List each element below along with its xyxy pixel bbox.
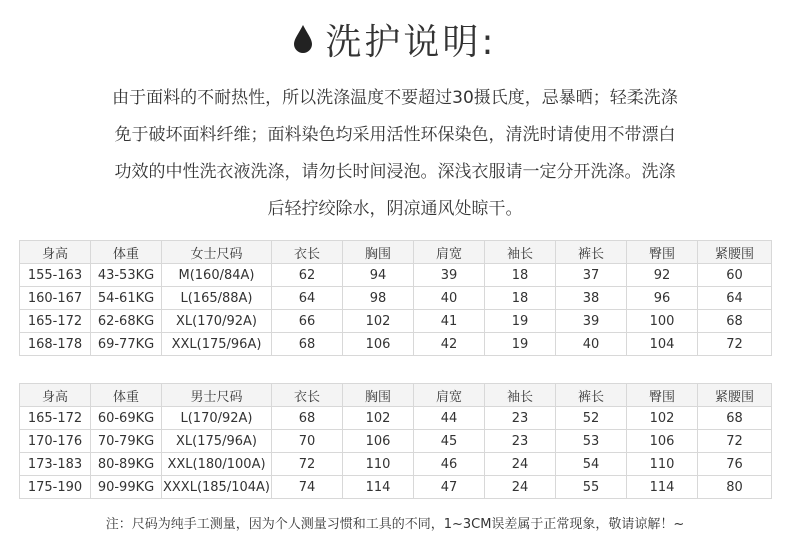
table-row [20, 333, 772, 356]
table-cell: 64 [272, 287, 343, 310]
table-cell: L(165/88A) [162, 287, 272, 310]
table-cell: 39 [414, 264, 485, 287]
table-cell: 110 [343, 453, 414, 476]
table-cell: XXL(175/96A) [162, 333, 272, 356]
table-cell: 60 [698, 264, 772, 287]
column-header: 衣长 [272, 241, 343, 264]
table-cell: 98 [343, 287, 414, 310]
care-instructions [0, 80, 790, 228]
table-cell: 24 [485, 476, 556, 499]
measurement-note: 注：尺码为纯手工测量，因为个人测量习惯和工具的不同，1~3CM误差属于正常现象，敬请谅解！~ [105, 517, 685, 532]
table-cell: XXXL(185/104A) [162, 476, 272, 499]
table-cell: 23 [485, 407, 556, 430]
table-cell: 62-68KG [91, 310, 162, 333]
table-cell: 74 [272, 476, 343, 499]
table-cell: 165-172 [20, 310, 91, 333]
table-cell: M(160/84A) [162, 264, 272, 287]
table-cell: 42 [414, 333, 485, 356]
table-cell: 90-99KG [91, 476, 162, 499]
column-header: 紧腰围 [698, 241, 772, 264]
table-cell: XXL(180/100A) [162, 453, 272, 476]
page-title: 洗护说明: [325, 21, 497, 63]
table-cell: 53 [556, 430, 627, 453]
table-row [20, 453, 772, 476]
column-header: 胸围 [343, 241, 414, 264]
column-header: 体重 [91, 241, 162, 264]
instruction-line: 功效的中性洗衣液洗涤，请勿长时间浸泡。深浅衣服请一定分开洗涤。洗涤 [114, 162, 676, 182]
table-cell: 175-190 [20, 476, 91, 499]
table-cell: 155-163 [20, 264, 91, 287]
table-cell: 72 [698, 430, 772, 453]
table-cell: 69-77KG [91, 333, 162, 356]
table-cell: 92 [627, 264, 698, 287]
table-cell: 38 [556, 287, 627, 310]
table-cell: 102 [343, 310, 414, 333]
table-cell: 165-172 [20, 407, 91, 430]
table-cell: 72 [698, 333, 772, 356]
column-header: 男士尺码 [162, 384, 272, 407]
table-cell: 106 [343, 430, 414, 453]
column-header: 肩宽 [414, 241, 485, 264]
table-row [20, 476, 772, 499]
table-cell: 114 [627, 476, 698, 499]
table-header-row [20, 384, 772, 407]
column-header: 裤长 [556, 241, 627, 264]
table-cell: 40 [414, 287, 485, 310]
table-cell: 80-89KG [91, 453, 162, 476]
column-header: 紧腰围 [698, 384, 772, 407]
table-cell: 114 [343, 476, 414, 499]
column-header: 肩宽 [414, 384, 485, 407]
table-cell: 68 [272, 333, 343, 356]
column-header: 袖长 [485, 241, 556, 264]
table-cell: 40 [556, 333, 627, 356]
table-cell: 45 [414, 430, 485, 453]
instruction-line: 由于面料的不耐热性，所以洗涤温度不要超过30摄氏度，忌暴晒；轻柔洗涤 [112, 88, 678, 108]
table-cell: 23 [485, 430, 556, 453]
table-cell: 70 [272, 430, 343, 453]
column-header: 身高 [20, 241, 91, 264]
table-cell: 173-183 [20, 453, 91, 476]
column-header: 袖长 [485, 384, 556, 407]
table-row [20, 264, 772, 287]
table-cell: 168-178 [20, 333, 91, 356]
table-cell: 41 [414, 310, 485, 333]
instruction-line: 免于破坏面料纤维；面料染色均采用活性环保染色，清洗时请使用不带漂白 [114, 125, 676, 145]
table-cell: 54-61KG [91, 287, 162, 310]
women-size-table [19, 240, 772, 356]
table-row [20, 287, 772, 310]
instruction-line: 后轻拧绞除水，阴凉通风处晾干。 [267, 199, 523, 219]
table-cell: 44 [414, 407, 485, 430]
title-row [0, 14, 790, 64]
table-cell: 102 [343, 407, 414, 430]
table-cell: 102 [627, 407, 698, 430]
column-header: 臀围 [627, 384, 698, 407]
column-header: 胸围 [343, 384, 414, 407]
table-cell: 160-167 [20, 287, 91, 310]
table-cell: 54 [556, 453, 627, 476]
table-row [20, 430, 772, 453]
table-cell: 64 [698, 287, 772, 310]
table-cell: 19 [485, 333, 556, 356]
table-cell: 39 [556, 310, 627, 333]
table-cell: 68 [698, 407, 772, 430]
table-cell: 18 [485, 287, 556, 310]
table-cell: L(170/92A) [162, 407, 272, 430]
table-cell: 55 [556, 476, 627, 499]
column-header: 衣长 [272, 384, 343, 407]
table-cell: XL(175/96A) [162, 430, 272, 453]
table-cell: 18 [485, 264, 556, 287]
table-cell: 170-176 [20, 430, 91, 453]
table-cell: 66 [272, 310, 343, 333]
table-cell: 80 [698, 476, 772, 499]
table-cell: 106 [343, 333, 414, 356]
table-cell: 106 [627, 430, 698, 453]
table-cell: 37 [556, 264, 627, 287]
table-cell: 62 [272, 264, 343, 287]
table-cell: 70-79KG [91, 430, 162, 453]
table-cell: XL(170/92A) [162, 310, 272, 333]
table-cell: 24 [485, 453, 556, 476]
table-cell: 60-69KG [91, 407, 162, 430]
column-header: 体重 [91, 384, 162, 407]
table-cell: 19 [485, 310, 556, 333]
water-drop-icon [293, 24, 313, 54]
table-cell: 110 [627, 453, 698, 476]
column-header: 女士尺码 [162, 241, 272, 264]
table-cell: 76 [698, 453, 772, 476]
table-cell: 100 [627, 310, 698, 333]
table-cell: 47 [414, 476, 485, 499]
table-cell: 46 [414, 453, 485, 476]
table-cell: 52 [556, 407, 627, 430]
table-cell: 68 [698, 310, 772, 333]
table-cell: 72 [272, 453, 343, 476]
column-header: 裤长 [556, 384, 627, 407]
table-cell: 104 [627, 333, 698, 356]
table-cell: 96 [627, 287, 698, 310]
column-header: 臀围 [627, 241, 698, 264]
table-header-row [20, 241, 772, 264]
men-size-table [19, 383, 772, 499]
table-row [20, 310, 772, 333]
table-cell: 68 [272, 407, 343, 430]
table-row [20, 407, 772, 430]
column-header: 身高 [20, 384, 91, 407]
table-cell: 43-53KG [91, 264, 162, 287]
table-cell: 94 [343, 264, 414, 287]
